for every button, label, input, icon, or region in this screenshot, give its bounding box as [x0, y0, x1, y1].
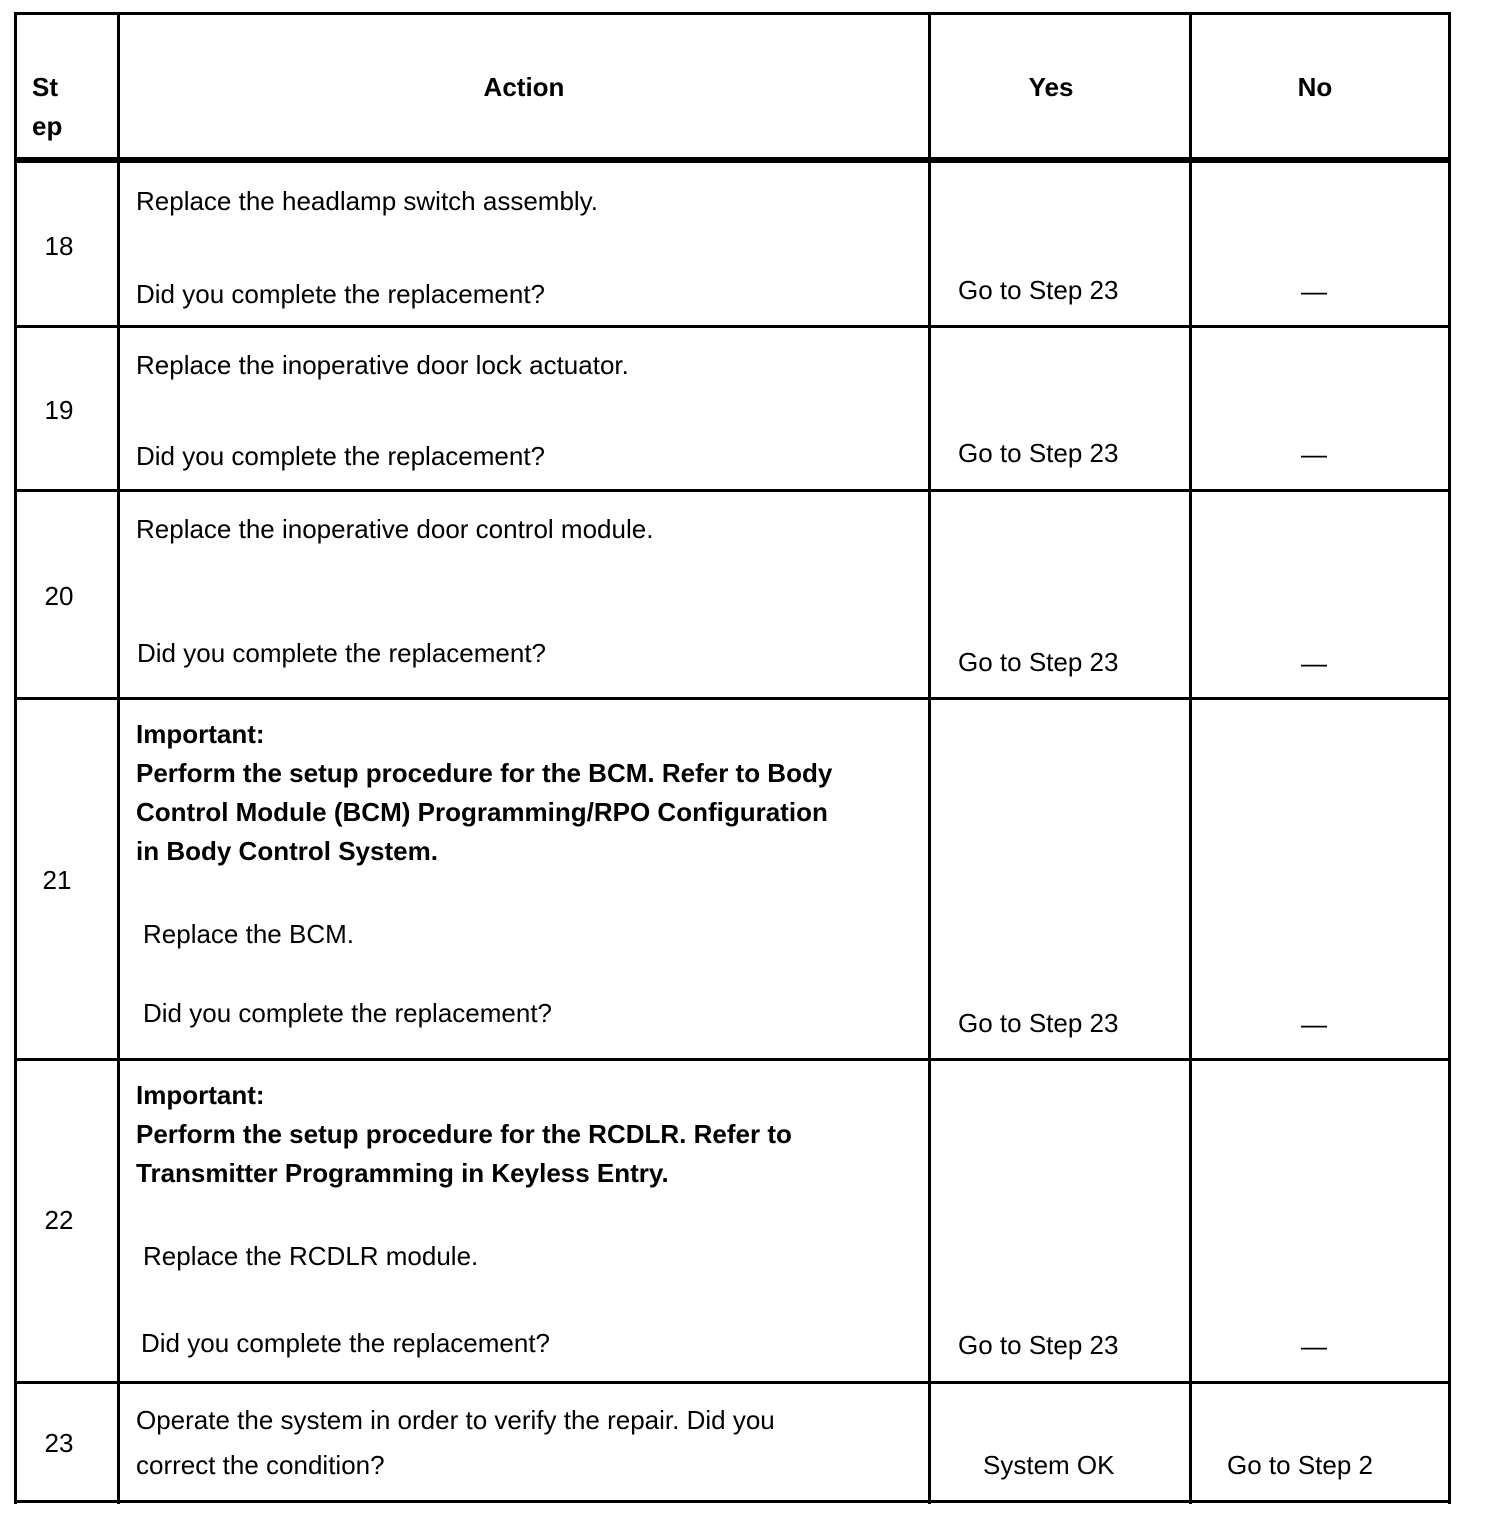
table-border-bottom	[14, 1500, 1451, 1503]
action-question: Did you complete the replacement?	[141, 1328, 551, 1358]
action-text-continued: correct the condition?	[136, 1450, 385, 1480]
step-number: 18	[44, 231, 74, 261]
action-text: Replace the headlamp switch assembly.	[136, 186, 598, 216]
action-question: Did you complete the replacement?	[143, 998, 553, 1028]
yes-result: Go to Step 23	[958, 275, 1119, 305]
row-divider-21	[14, 1058, 1451, 1061]
column-divider-step	[117, 12, 120, 1504]
yes-result: System OK	[983, 1450, 1115, 1480]
no-result: —	[1301, 1331, 1327, 1361]
action-text: Replace the inoperative door control module.	[136, 514, 654, 544]
step-number: 20	[44, 581, 74, 611]
action-question: Did you complete the replacement?	[137, 638, 547, 668]
important-label: Important:	[136, 1080, 265, 1110]
no-result: —	[1301, 439, 1327, 469]
action-question: Did you complete the replacement?	[136, 441, 546, 471]
column-divider-action	[928, 12, 931, 1504]
no-result: —	[1301, 648, 1327, 678]
no-result: —	[1301, 1009, 1327, 1039]
row-divider-19	[14, 489, 1451, 492]
action-text: Replace the inoperative door lock actuator.	[136, 350, 629, 380]
important-note: in Body Control System.	[136, 836, 438, 866]
table-border-top	[14, 12, 1451, 15]
row-divider-20	[14, 697, 1451, 700]
step-number: 19	[44, 395, 74, 425]
yes-result: Go to Step 23	[958, 438, 1119, 468]
row-divider-22	[14, 1381, 1451, 1384]
yes-result: Go to Step 23	[958, 647, 1119, 677]
action-text: Replace the RCDLR module.	[143, 1241, 479, 1271]
row-divider-18	[14, 325, 1451, 328]
action-text: Replace the BCM.	[143, 919, 354, 949]
step-number: 22	[44, 1205, 74, 1235]
important-note: Control Module (BCM) Programming/RPO Configuration	[136, 797, 828, 827]
header-action: Action	[483, 72, 565, 102]
step-number: 21	[42, 865, 72, 895]
step-number: 23	[44, 1428, 74, 1458]
important-note: Transmitter Programming in Keyless Entry.	[136, 1158, 669, 1188]
yes-result: Go to Step 23	[958, 1330, 1119, 1360]
header-step-continued: ep	[32, 111, 63, 141]
header-divider	[14, 157, 1451, 163]
header-yes: Yes	[1028, 72, 1074, 102]
column-divider-yes	[1189, 12, 1192, 1504]
yes-result: Go to Step 23	[958, 1008, 1119, 1038]
header-no: No	[1297, 72, 1333, 102]
action-text: Operate the system in order to verify the repair. Did you	[136, 1405, 775, 1435]
table-border-right	[1448, 12, 1451, 1504]
no-result: —	[1301, 276, 1327, 306]
no-result: Go to Step 2	[1227, 1450, 1373, 1480]
important-note: Perform the setup procedure for the BCM. Refer to Body	[136, 758, 833, 788]
header-step: St	[32, 72, 58, 102]
important-label: Important:	[136, 719, 265, 749]
important-note: Perform the setup procedure for the RCDLR. Refer to	[136, 1119, 792, 1149]
action-question: Did you complete the replacement?	[136, 279, 546, 309]
